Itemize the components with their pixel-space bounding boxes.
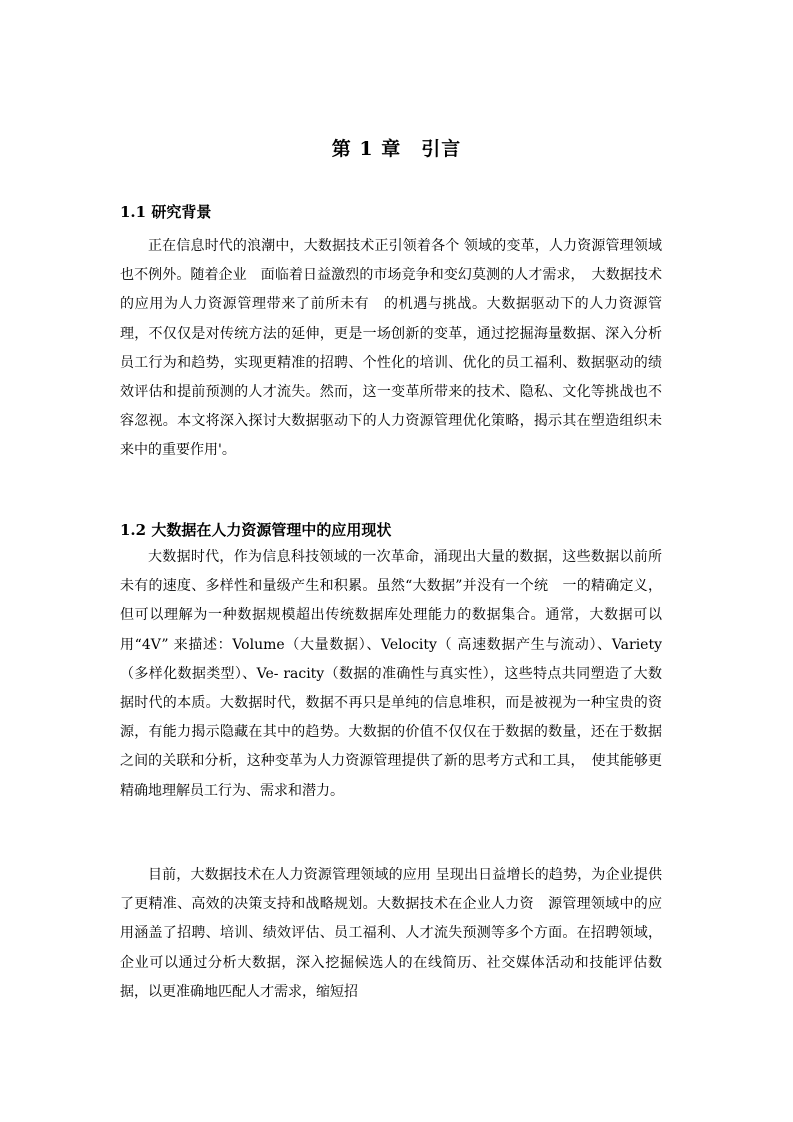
chapter-title: 第 1 章 引言 [331, 138, 462, 160]
paragraph-research-background: 正在信息时代的浪潮中，大数据技术正引领着各个 领域的变革，人力资源管理领域也不例外。随着企业 面临着日益激烈的市场竞争和变幻莫测的人才需求， 大数据技术的应用为人力资源管理带来了前所未有 的机遇与挑战。大数据驱动下的人力资源管理，不仅仅是对传统方法的延伸，更是一场创新的变革，通过挖掘海量数据、深入分析员工行为和趋势，实现更精准的招聘、个性化的培训、优化的员工福利、数据驱动的绩效评估和提前预测的人才流失。然而，这一变革所带来的技术、隐私、文化等挑战也不容忽视。本文将深入探讨大数据驱动下的人力资源管理优化策略，揭示其在塑造组织未来中的重要作用'。 [120, 238, 662, 459]
paragraph-current-application: 目前，大数据技术在人力资源管理领域的应用 呈现出日益增长的趋势，为企业提供了更精准、高效的决策支持和战略规划。大数据技术在企业人力资 源管理领域中的应用涵盖了招聘、培训、绩效评估、员工福利、人才流失预测等多个方面。在招聘领域，企业可以通过分析大数据，深入挖掘候选人的在线简历、社交媒体活动和技能评估数据，以更准确地匹配人才需求，缩短招 [120, 867, 662, 1000]
section-heading-1-2: 1.2 大数据在人力资源管理中的应用现状 [120, 521, 392, 539]
section-heading-1-1: 1.1 研究背景 [120, 203, 212, 221]
paragraph-big-data-era: 大数据时代，作为信息科技领域的一次革命，涌现出大量的数据，这些数据以前所未有的速度、多样性和量级产生和积累。虽然“大数据”并没有一个统 一的精确定义，但可以理解为一种数据规模超出传统数据库处理能力的数据集合。通常，大数据可以用“4V” 来描述：Volume（大量数据）、Velocity（ 高速数据产生与流动）、Variety（多样化数据类型）、Ve- racity（数据的准确性与真实性），这些特点共同塑造了大数据时代的本质。大数据时代，数据不再只是单纯的信息堆积，而是被视为一种宝贵的资源，有能力揭示隐藏在其中的趋势。大数据的价值不仅仅在于数据的数量，还在于数据之间的关联和分析，这种变革为人力资源管理提供了新的思考方式和工具， 使其能够更精确地理解员工行为、需求和潜力。 [120, 549, 662, 799]
